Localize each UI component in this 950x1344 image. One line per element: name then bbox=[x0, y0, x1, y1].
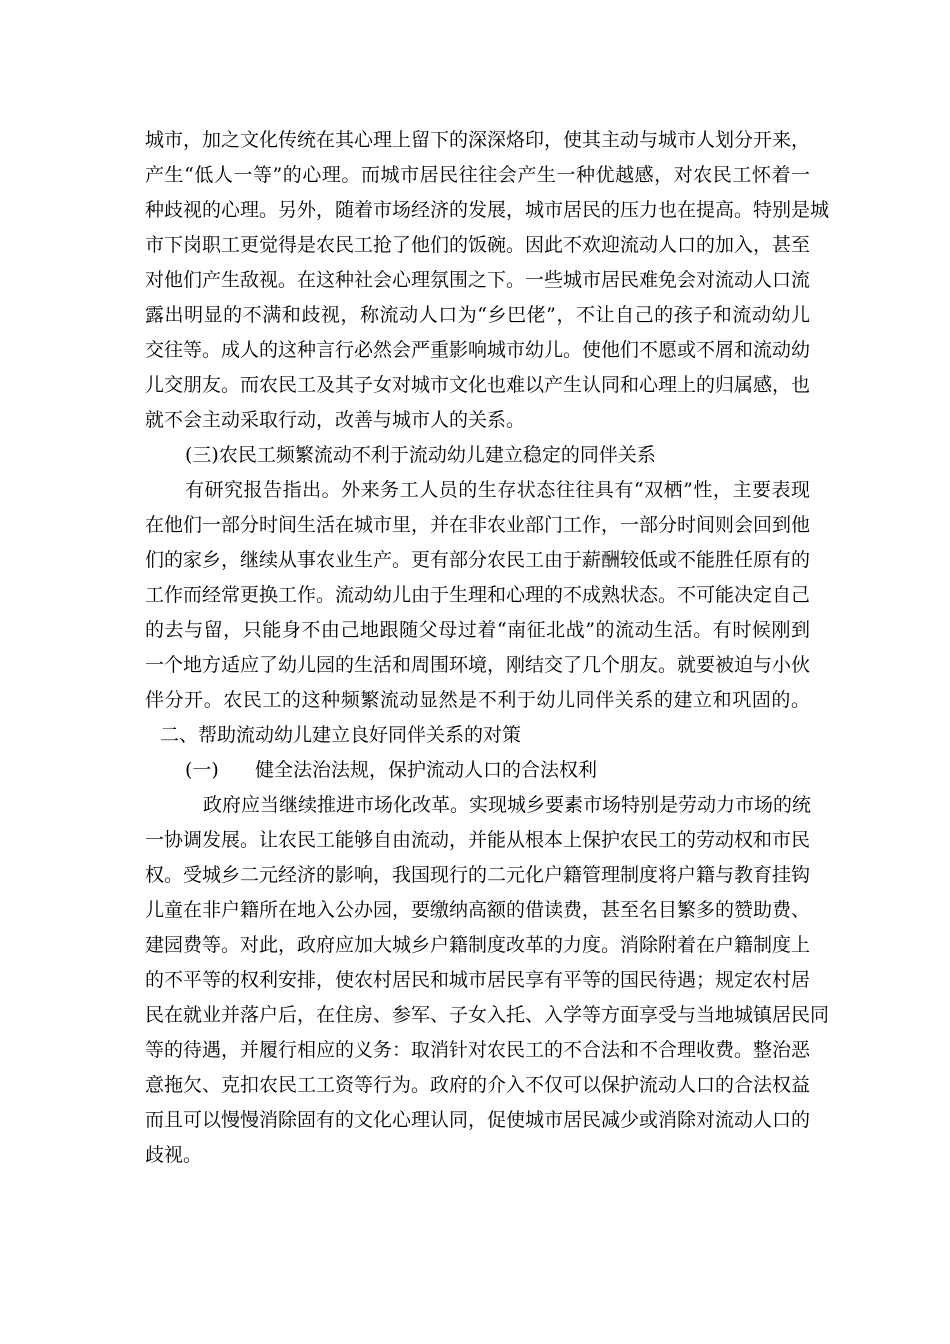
section-1-heading: 健全法治法规，保护流动人口的合法权利 bbox=[255, 759, 598, 781]
paragraph-2-line: 伴分开。农民工的这种频繁流动显然是不利于幼儿同伴关系的建立和巩固的。 bbox=[145, 689, 810, 711]
paragraph-3-line: 等的待遇，并履行相应的义务：取消针对农民工的不合法和不合理收费。整治恶 bbox=[145, 1039, 811, 1061]
paragraph-3-line: 民在就业并落户后，在住房、参军、子女入托、入学等方面享受与当地城镇居民同 bbox=[145, 1004, 830, 1026]
paragraph-3-line: 政府应当继续推进市场化改革。实现城乡要素市场特别是劳动力市场的统 bbox=[203, 794, 812, 816]
paragraph-3-line: 权。受城乡二元经济的影响，我国现行的二元化户籍管理制度将户籍与教育挂钩 bbox=[145, 864, 811, 886]
section-3-heading: (三)农民工频繁流动不利于流动幼儿建立稳定的同伴关系 bbox=[185, 444, 656, 466]
paragraph-1-line: 儿交朋友。而农民工及其子女对城市文化也难以产生认同和心理上的归属感，也 bbox=[145, 374, 811, 396]
paragraph-1-line: 产生“低人一等”的心理。而城市居民往往会产生一种优越感，对农民工怀着一 bbox=[145, 164, 810, 186]
paragraph-2-line: 工作而经常更换工作。流动幼儿由于生理和心理的不成熟状态。不可能决定自己 bbox=[145, 584, 811, 606]
paragraph-1-line: 对他们产生敌视。在这种社会心理氛围之下。一些城市居民难免会对流动人口流 bbox=[145, 269, 811, 291]
paragraph-3-line: 的不平等的权利安排，使农村居民和城市居民享有平等的国民待遇；规定农村居 bbox=[145, 969, 811, 991]
paragraph-3-line: 意拖欠、克扣农民工工资等行为。政府的介入不仅可以保护流动人口的合法权益 bbox=[145, 1074, 811, 1096]
section-1-number: (一) bbox=[185, 759, 219, 781]
paragraph-3-line: 而且可以慢慢消除固有的文化心理认同，促使城市居民减少或消除对流动人口的 bbox=[145, 1109, 811, 1131]
paragraph-2-line: 一个地方适应了幼儿园的生活和周围环境，刚结交了几个朋友。就要被迫与小伙 bbox=[145, 654, 811, 676]
paragraph-1-line: 市下岗职工更觉得是农民工抢了他们的饭碗。因此不欢迎流动人口的加入，甚至 bbox=[145, 234, 811, 256]
paragraph-2-line: 们的家乡，继续从事农业生产。更有部分农民工由于薪酬较低或不能胜任原有的 bbox=[145, 549, 811, 571]
part-2-heading: 二、帮助流动幼儿建立良好同伴关系的对策 bbox=[160, 724, 522, 746]
paragraph-1-line: 就不会主动采取行动，改善与城市人的关系。 bbox=[145, 409, 526, 431]
paragraph-2-line: 在他们一部分时间生活在城市里，并在非农业部门工作，一部分时间则会回到他 bbox=[145, 514, 811, 536]
paragraph-1-line: 种歧视的心理。另外，随着市场经济的发展，城市居民的压力也在提高。特别是城 bbox=[145, 199, 830, 221]
paragraph-1-line: 城市，加之文化传统在其心理上留下的深深烙印，使其主动与城市人划分开来， bbox=[145, 129, 811, 151]
paragraph-3-line: 建园费等。对此，政府应加大城乡户籍制度改革的力度。消除附着在户籍制度上 bbox=[145, 934, 811, 956]
paragraph-2-line: 的去与留，只能身不由己地跟随父母过着“南征北战”的流动生活。有时候刚到 bbox=[145, 619, 810, 641]
paragraph-1-line: 交往等。成人的这种言行必然会严重影响城市幼儿。使他们不愿或不屑和流动幼 bbox=[145, 339, 811, 361]
paragraph-3-line: 歧视。 bbox=[145, 1144, 203, 1166]
paragraph-2-line: 有研究报告指出。外来务工人员的生存状态往往具有“双栖”性，主要表现 bbox=[185, 479, 810, 501]
paragraph-3-line: 一协调发展。让农民工能够自由流动，并能从根本上保护农民工的劳动权和市民 bbox=[145, 829, 811, 851]
paragraph-1-line: 露出明显的不满和歧视，称流动人口为“乡巴佬”，不让自己的孩子和流动幼儿 bbox=[145, 304, 810, 326]
paragraph-3-line: 儿童在非户籍所在地入公办园，要缴纳高额的借读费，甚至名目繁多的赞助费、 bbox=[145, 899, 811, 921]
